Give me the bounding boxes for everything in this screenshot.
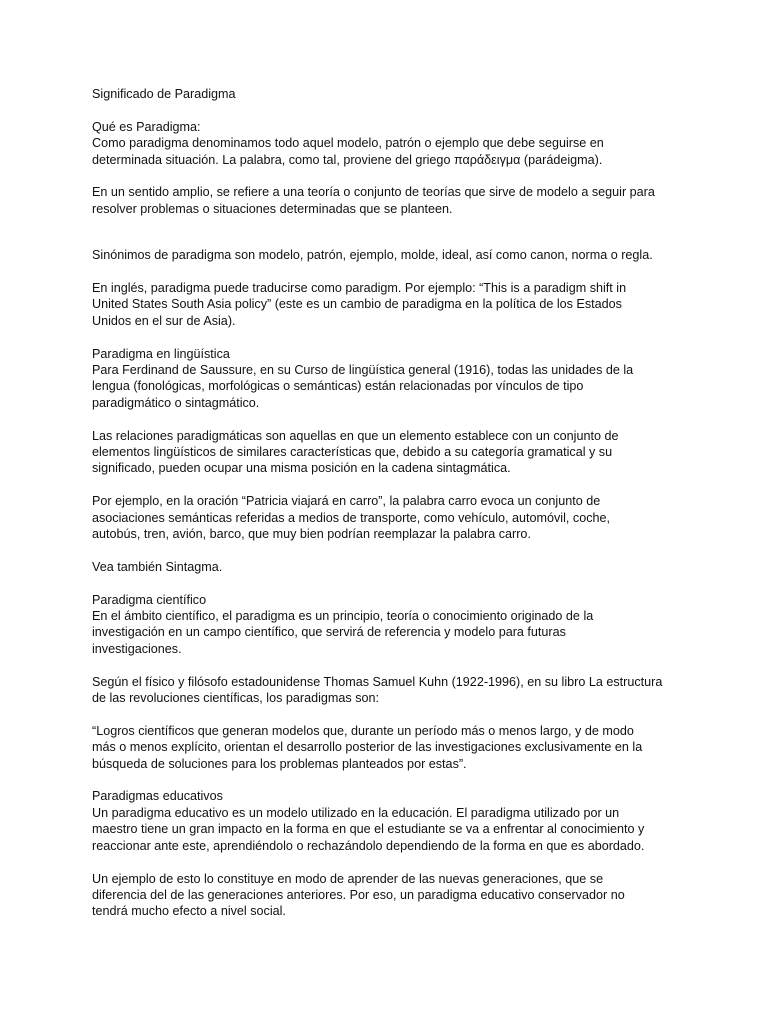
paragraph-line: determinada situación. La palabra, como tal, proviene del griego παράδειγμα (parádeigma). (92, 152, 603, 167)
spacer (92, 542, 694, 558)
paragraph-line: asociaciones semánticas referidas a medios de transporte, como vehículo, automóvil, coche, (92, 510, 611, 525)
paragraph-line: Sinónimos de paradigma son modelo, patrón, ejemplo, molde, ideal, así como canon, norma o regla. (92, 248, 653, 263)
paragraph-line: Unidos en el sur de Asia). (92, 313, 236, 328)
paragraph-line: tendrá mucho efecto a nivel social. (92, 904, 286, 919)
paragraph-line: paradigmático o sintagmático. (92, 395, 260, 410)
paragraph-line: Las relaciones paradigmáticas son aquellas en que un elemento establece con un conjunto de (92, 428, 619, 443)
paragraph-line: elementos lingüísticos de similares características que, debido a su categoría gramatical y su (92, 445, 613, 460)
paragraph-line: Como paradigma denominamos todo aquel modelo, patrón o ejemplo que debe seguirse en (92, 136, 604, 151)
spacer (92, 657, 694, 673)
paragraph-line: investigación en un campo científico, que servirá de referencia y modelo para futuras (92, 625, 566, 640)
paragraph-line: Según el físico y filósofo estadounidense Thomas Samuel Kuhn (1922-1996), en su libro La estructura (92, 674, 663, 689)
section-heading-que-es: Qué es Paradigma: (92, 119, 201, 134)
spacer (92, 854, 694, 870)
paragraph-line: investigaciones. (92, 641, 182, 656)
spacer (92, 102, 694, 118)
spacer (92, 772, 694, 788)
paragraph-line: En inglés, paradigma puede traducirse como paradigm. Por ejemplo: “This is a paradigm shift in (92, 281, 627, 296)
section-heading-cientifico: Paradigma científico (92, 592, 207, 607)
paragraph-line: En un sentido amplio, se refiere a una teoría o conjunto de teorías que sirve de modelo a seguir para (92, 185, 655, 200)
spacer (92, 168, 694, 184)
spacer (92, 575, 694, 591)
document-title: Significado de Paradigma (92, 87, 236, 101)
paragraph-line: Un paradigma educativo es un modelo utilizado en la educación. El paradigma utilizado por un (92, 805, 620, 820)
quote-line: más o menos explícito, orientan el desarrollo posterior de las investigaciones exclusivamente en la (92, 740, 643, 755)
paragraph-line: resolver problemas o situaciones determinadas que se planteen. (92, 201, 453, 216)
spacer (92, 411, 694, 427)
spacer (92, 477, 694, 493)
paragraph-line: autobús, tren, avión, barco, que muy bien podrían reemplazar la palabra carro. (92, 527, 531, 542)
section-heading-linguistica: Paradigma en lingüística (92, 346, 230, 361)
paragraph-line: United States South Asia policy” (este es un cambio de paradigma en la política de los Estados (92, 297, 622, 312)
paragraph-line: significado, pueden ocupar una misma posición en la cadena sintagmática. (92, 461, 511, 476)
quote-line: búsqueda de soluciones para los problemas planteados por estas”. (92, 756, 467, 771)
spacer (92, 217, 694, 247)
paragraph-line: reaccionar ante este, aprendiéndolo o rechazándolo dependiendo de la forma en que es abordado. (92, 838, 645, 853)
paragraph-line: de las revoluciones científicas, los paradigmas son: (92, 691, 380, 706)
see-also-line: Vea también Sintagma. (92, 559, 223, 574)
section-heading-educativos: Paradigmas educativos (92, 789, 223, 804)
paragraph-line: lengua (fonológicas, morfológicas o semánticas) están relacionadas por vínculos de tipo (92, 379, 584, 394)
paragraph-line: Para Ferdinand de Saussure, en su Curso de lingüística general (1916), todas las unidades de la (92, 363, 634, 378)
quote-line: “Logros científicos que generan modelos que, durante un período más o menos largo, y de modo (92, 723, 634, 738)
spacer (92, 706, 694, 722)
paragraph-line: maestro tiene un gran impacto en la forma en que el estudiante se va a enfrentar al conocimiento y (92, 822, 645, 837)
paragraph-line: Un ejemplo de esto lo constituye en modo de aprender de las nuevas generaciones, que se (92, 871, 604, 886)
paragraph-line: En el ámbito científico, el paradigma es un principio, teoría o conocimiento originado de la (92, 609, 594, 624)
paragraph-line: diferencia del de las generaciones anteriores. Por eso, un paradigma educativo conservador no (92, 887, 625, 902)
spacer (92, 264, 694, 280)
paragraph-line: Por ejemplo, en la oración “Patricia viajará en carro”, la palabra carro evoca un conjunto de (92, 494, 601, 509)
spacer (92, 329, 694, 345)
